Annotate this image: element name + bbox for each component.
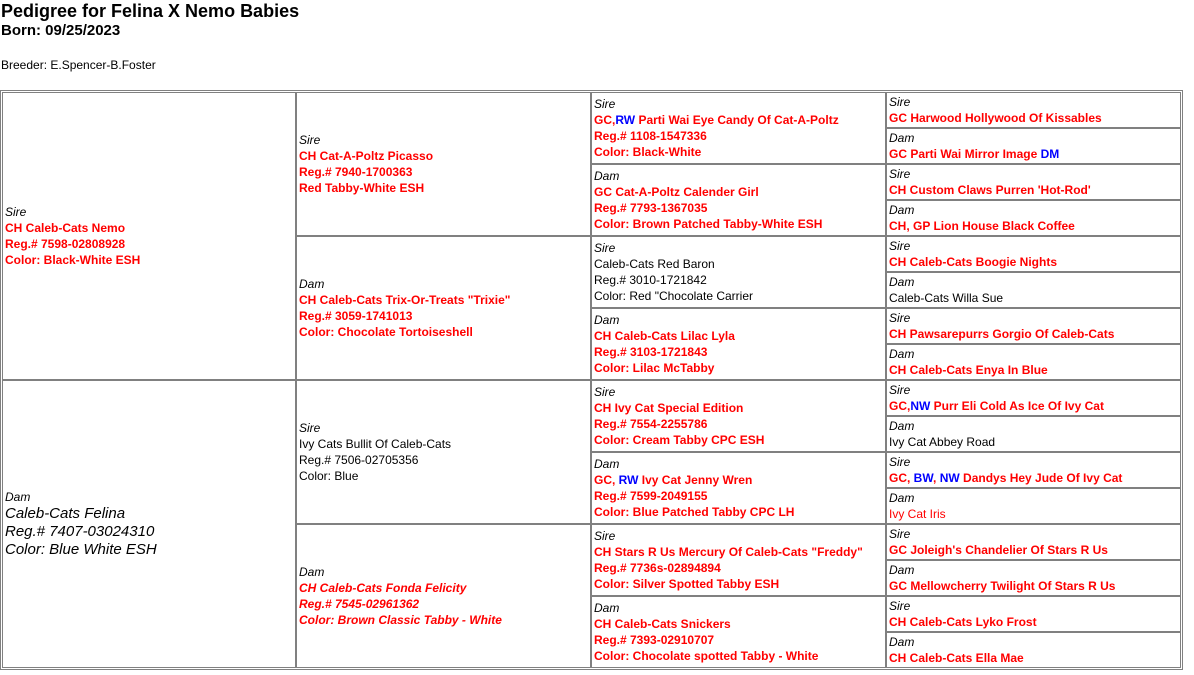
g4-cell-16 — [886, 632, 1181, 668]
cat-name: Ivy Cats Bullit Of Caleb-Cats — [299, 437, 452, 451]
cat-reg: Reg.# 7736s-02894894 — [594, 561, 721, 575]
title-badge: NW — [910, 399, 931, 413]
role-label: Dam — [594, 601, 620, 615]
name-text: Parti Wai Eye Candy Of Cat-A-Poltz — [635, 113, 839, 127]
cat-reg: Reg.# 3103-1721843 — [594, 345, 708, 359]
name-text: GC Parti Wai Mirror Image — [889, 147, 1041, 161]
role-label: Sire — [889, 527, 911, 541]
role-label: Dam — [594, 169, 620, 183]
g3-dds-cell — [591, 524, 886, 596]
role-label: Dam — [889, 563, 915, 577]
cat-name: GC Harwood Hollywood Of Kissables — [889, 111, 1102, 125]
g4-cell-13 — [886, 524, 1181, 560]
role-label: Dam — [889, 491, 915, 505]
birth-date: Born: 09/25/2023 — [1, 22, 121, 39]
cat-name — [889, 398, 1180, 414]
g3-sds-cell — [591, 236, 886, 308]
cat-reg: Reg.# 7506-02705356 — [299, 453, 419, 467]
cat-color: Color: Blue White ESH — [5, 541, 157, 558]
role-label: Dam — [889, 635, 915, 649]
granddam-sire-cell — [296, 236, 591, 380]
role-label: Sire — [889, 599, 911, 613]
cat-name: CH Caleb-Cats Lyko Frost — [889, 615, 1037, 629]
g4-cell-2 — [886, 128, 1181, 164]
role-label: Sire — [889, 239, 911, 253]
cat-name: CH Pawsarepurrs Gorgio Of Caleb-Cats — [889, 327, 1115, 341]
g4-cell-8 — [886, 344, 1181, 380]
cat-reg: Reg.# 7793-1367035 — [594, 201, 708, 215]
role-label: Dam — [5, 490, 31, 504]
cat-color: Color: Black-White — [594, 145, 702, 159]
role-label: Sire — [594, 385, 616, 399]
cat-color: Color: Silver Spotted Tabby ESH — [594, 577, 780, 591]
role-label: Dam — [889, 419, 915, 433]
cat-name: Caleb-Cats Red Baron — [594, 257, 715, 271]
cat-name: Ivy Cat Abbey Road — [889, 435, 996, 449]
g3-dss-cell — [591, 380, 886, 452]
role-label: Dam — [889, 203, 915, 217]
cat-color: Color: Lilac McTabby — [594, 361, 715, 375]
g4-cell-6 — [886, 272, 1181, 308]
cat-reg: Reg.# 7407-03024310 — [5, 523, 155, 540]
g3-sss-cell — [591, 92, 886, 164]
role-label: Dam — [299, 277, 325, 291]
title-badge: DM — [1040, 147, 1060, 161]
cat-reg: Reg.# 3059-1741013 — [299, 309, 413, 323]
cat-name: CH Caleb-Cats Snickers — [594, 617, 731, 631]
g3-dsd-cell — [591, 452, 886, 524]
cat-name: CH, GP Lion House Black Coffee — [889, 219, 1075, 233]
cat-name: GC Mellowcherry Twilight Of Stars R Us — [889, 579, 1116, 593]
role-label: Sire — [889, 167, 911, 181]
name-text: Ivy Cat Jenny Wren — [638, 473, 753, 487]
cat-name: Caleb-Cats Felina — [5, 505, 126, 522]
cat-name: Caleb-Cats Willa Sue — [889, 291, 1004, 305]
cat-name: CH Caleb-Cats Enya In Blue — [889, 363, 1048, 377]
parent-sire-cell — [2, 92, 296, 380]
g4-cell-1 — [886, 92, 1181, 128]
cat-reg: Reg.# 3010-1721842 — [594, 273, 707, 287]
cat-name: CH Stars R Us Mercury Of Caleb-Cats "Freddy" — [594, 545, 863, 559]
cat-name: GC Joleigh's Chandelier Of Stars R Us — [889, 543, 1108, 557]
parent-dam-cell — [2, 380, 296, 668]
cat-name — [594, 472, 885, 488]
cat-color: Color: Cream Tabby CPC ESH — [594, 433, 765, 447]
title-badge: NW — [939, 471, 960, 485]
title-badge: RW — [618, 473, 639, 487]
g4-cell-11 — [886, 452, 1181, 488]
cat-reg: Reg.# 7940-1700363 — [299, 165, 413, 179]
role-label: Sire — [889, 311, 911, 325]
cat-reg: Reg.# 7393-02910707 — [594, 633, 715, 647]
g3-sdd-cell — [591, 308, 886, 380]
role-label: Dam — [889, 347, 915, 361]
cat-color: Color: Red "Chocolate Carrier — [594, 289, 753, 303]
grandsire-dam-cell — [296, 380, 591, 524]
separator: , — [933, 471, 940, 485]
g4-cell-10 — [886, 416, 1181, 452]
role-label: Dam — [889, 131, 915, 145]
cat-reg: Reg.# 7599-2049155 — [594, 489, 708, 503]
cat-name: CH Caleb-Cats Fonda Felicity — [299, 581, 467, 595]
g4-cell-9 — [886, 380, 1181, 416]
granddam-dam-cell — [296, 524, 591, 668]
name-text: Dandys Hey Jude Of Ivy Cat — [959, 471, 1123, 485]
cat-name — [594, 112, 885, 128]
breeder-line: Breeder: E.Spencer-B.Foster — [1, 58, 156, 72]
cat-color: Color: Brown Patched Tabby-White ESH — [594, 217, 823, 231]
role-label: Dam — [889, 275, 915, 289]
role-label: Dam — [299, 565, 325, 579]
cat-name: CH Caleb-Cats Trix-Or-Treats "Trixie" — [299, 293, 511, 307]
cat-color: Red Tabby-White ESH — [299, 181, 425, 195]
role-label: Dam — [594, 313, 620, 327]
cat-name: CH Cat-A-Poltz Picasso — [299, 149, 434, 163]
g4-cell-12 — [886, 488, 1181, 524]
grandsire-sire-cell — [296, 92, 591, 236]
title-badge: BW — [913, 471, 934, 485]
cat-reg: Reg.# 7598-02808928 — [5, 237, 126, 251]
title-prefix: GC, — [889, 471, 914, 485]
role-label: Sire — [594, 241, 616, 255]
cat-color: Color: Chocolate spotted Tabby - White — [594, 649, 819, 663]
page-title: Pedigree for Felina X Nemo Babies — [1, 1, 300, 21]
role-label: Sire — [594, 97, 616, 111]
cat-name — [889, 146, 1180, 162]
cat-name: CH Ivy Cat Special Edition — [594, 401, 744, 415]
cat-name: GC Cat-A-Poltz Calender Girl — [594, 185, 759, 199]
cat-name — [889, 470, 1180, 486]
name-text: Purr Eli Cold As Ice Of Ivy Cat — [930, 399, 1104, 413]
cat-name: CH Caleb-Cats Lilac Lyla — [594, 329, 735, 343]
cat-color: Color: Chocolate Tortoiseshell — [299, 325, 473, 339]
g4-cell-15 — [886, 596, 1181, 632]
role-label: Dam — [594, 457, 620, 471]
cat-color: Color: Brown Classic Tabby - White — [299, 613, 502, 627]
role-label: Sire — [299, 133, 321, 147]
role-label: Sire — [889, 455, 911, 469]
g3-ssd-cell — [591, 164, 886, 236]
title-prefix: GC, — [889, 399, 911, 413]
cat-color: Color: Black-White ESH — [5, 253, 141, 267]
g3-ddd-cell — [591, 596, 886, 668]
cat-reg: Reg.# 1108-1547336 — [594, 129, 707, 143]
role-label: Sire — [889, 383, 911, 397]
cat-name: CH Caleb-Cats Boogie Nights — [889, 255, 1058, 269]
role-label: Sire — [889, 95, 911, 109]
g4-cell-14 — [886, 560, 1181, 596]
cat-name: CH Caleb-Cats Ella Mae — [889, 651, 1024, 665]
role-label: Sire — [594, 529, 616, 543]
title-badge: RW — [615, 113, 636, 127]
g4-cell-7 — [886, 308, 1181, 344]
cat-reg: Reg.# 7545-02961362 — [299, 597, 420, 611]
cat-name: CH Custom Claws Purren 'Hot-Rod' — [889, 183, 1091, 197]
title-prefix: GC, — [594, 473, 619, 487]
title-prefix: GC, — [594, 113, 616, 127]
cat-name: CH Caleb-Cats Nemo — [5, 221, 126, 235]
cat-color: Color: Blue — [299, 469, 359, 483]
role-label: Sire — [299, 421, 321, 435]
g4-cell-3 — [886, 164, 1181, 200]
g4-cell-5 — [886, 236, 1181, 272]
cat-reg: Reg.# 7554-2255786 — [594, 417, 708, 431]
g4-cell-4 — [886, 200, 1181, 236]
cat-name: Ivy Cat Iris — [889, 507, 946, 521]
role-label: Sire — [5, 205, 27, 219]
cat-color: Color: Blue Patched Tabby CPC LH — [594, 505, 795, 519]
